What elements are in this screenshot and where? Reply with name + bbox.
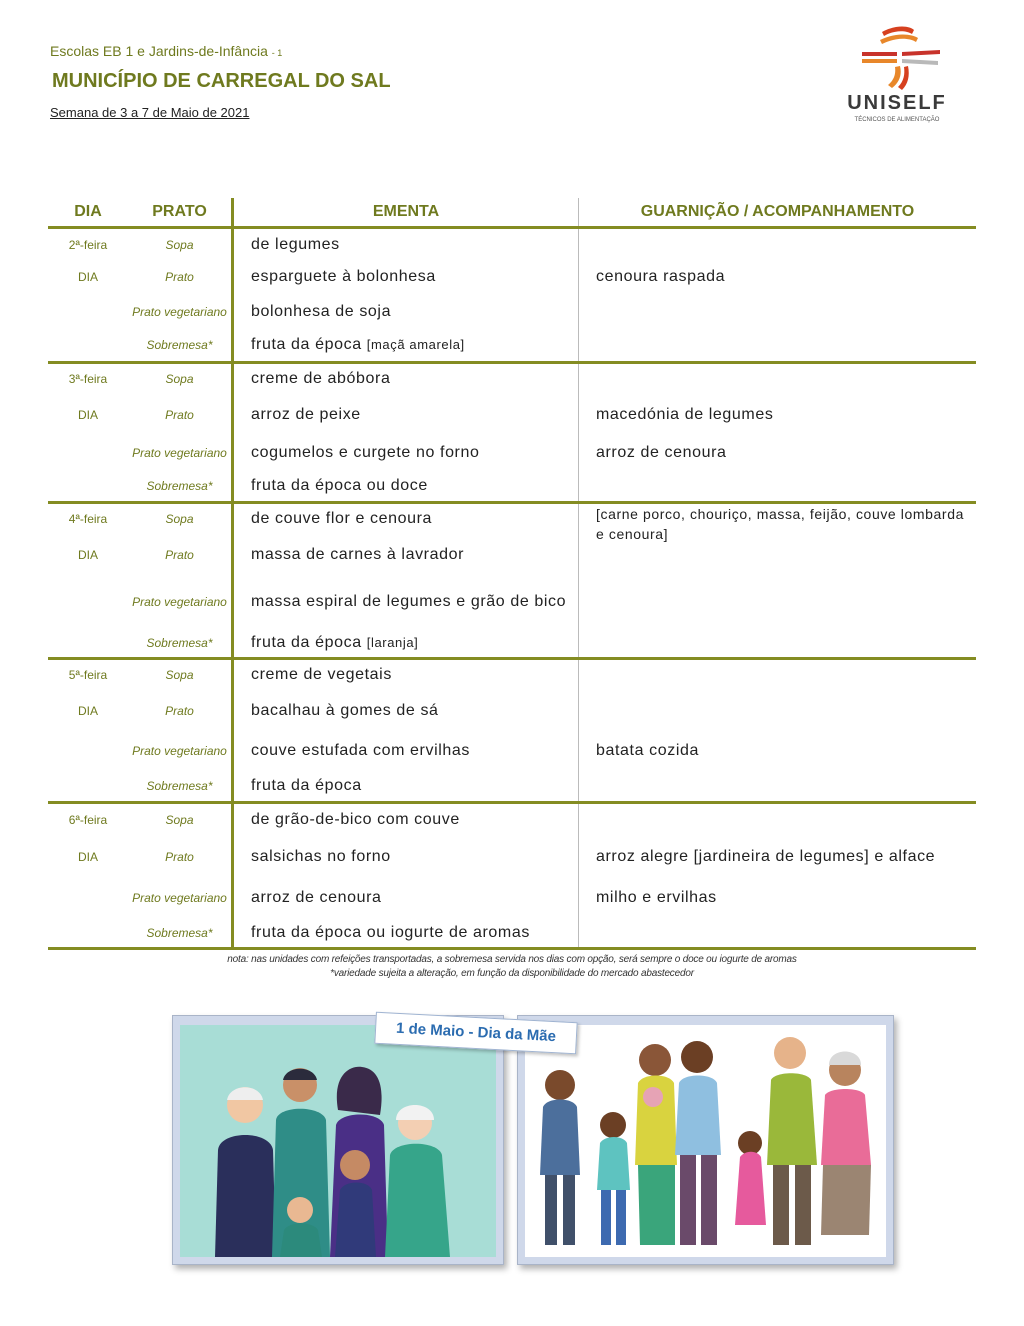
dish-text: de couve flor e cenoura <box>251 510 433 528</box>
course-label: Sobremesa* <box>128 472 233 503</box>
dish-text: fruta da época ou doce <box>233 472 579 503</box>
side-text: [carne porco, chouriço, massa, feijão, couve lombarda e cenoura] <box>596 506 964 542</box>
course-label: Sopa <box>128 659 233 691</box>
meal-label: DIA <box>77 270 98 284</box>
side-text: macedónia de legumes <box>579 395 977 435</box>
meal-label: DIA <box>77 407 98 422</box>
dish-text: bacalhau à gomes de sá <box>251 701 439 719</box>
table-row <box>48 771 976 803</box>
column-header-guarnicao: GUARNIÇÃO / ACOMPANHAMENTO <box>579 198 977 228</box>
course-label: Prato <box>128 691 233 731</box>
course-label: Prato vegetariano <box>128 731 233 771</box>
municipality-title: MUNICÍPIO DE CARREGAL DO SAL <box>52 70 391 92</box>
day-name: 3ª-feira <box>68 372 108 387</box>
side-text <box>579 691 977 731</box>
side-text: arroz alegre [jardineira de legumes] e alface <box>579 837 977 877</box>
course-label: Sopa <box>128 503 233 535</box>
side-text: batata cozida <box>579 731 977 771</box>
family-right-icon <box>525 1025 886 1257</box>
course-label: Sobremesa* <box>128 330 233 363</box>
schools-suffix: - 1 <box>271 48 283 58</box>
table-row <box>48 330 976 363</box>
course-label: Prato vegetariano <box>128 576 233 629</box>
meal-label: DIA <box>77 849 98 864</box>
table-row <box>48 363 976 395</box>
table-row <box>48 691 976 731</box>
course-label: Prato <box>128 395 233 435</box>
course-label: Prato <box>128 535 233 576</box>
dish-text: fruta da época <box>251 336 362 354</box>
course-label: Prato <box>128 837 233 877</box>
side-text <box>579 576 977 629</box>
logo-name: UNISELF <box>847 92 947 114</box>
day-name: 4ª-feira <box>68 512 108 527</box>
note-line-2: *variedade sujeita a alteração, em função da disponibilidade do mercado abastecedor <box>330 968 694 979</box>
table-row <box>48 877 976 919</box>
course-label: Sopa <box>128 228 233 261</box>
table-row <box>48 503 976 535</box>
table-row <box>48 919 976 949</box>
course-label: Sobremesa* <box>128 629 233 659</box>
table-row <box>48 629 976 659</box>
table-row <box>48 294 976 330</box>
table-row <box>48 472 976 503</box>
course-label: Prato vegetariano <box>128 435 233 472</box>
table-row <box>48 659 976 691</box>
side-text: arroz de cenoura <box>579 435 977 472</box>
table-row <box>48 435 976 472</box>
banner-label: 1 de Maio - Dia da Mãe <box>374 1012 577 1055</box>
dish-text: creme de vegetais <box>251 666 392 684</box>
dish-text: fruta da época ou iogurte de aromas <box>233 919 579 949</box>
dish-text: arroz de cenoura <box>251 888 382 906</box>
dish-note: [maçã amarela] <box>366 337 465 353</box>
menu-table <box>48 198 976 950</box>
course-label: Prato vegetariano <box>128 877 233 919</box>
mothers-day-banner <box>172 1015 894 1265</box>
dish-text: cogumelos e curgete no forno <box>251 444 480 461</box>
dish-text: arroz de peixe <box>251 405 361 423</box>
meal-label: DIA <box>77 548 98 562</box>
column-header-ementa: EMENTA <box>233 198 579 228</box>
schools-heading <box>50 43 282 59</box>
side-text: milho e ervilhas <box>579 877 977 919</box>
family-left-icon <box>180 1025 496 1257</box>
course-label: Sopa <box>128 803 233 837</box>
note-line-1: nota: nas unidades com refeições transportadas, a sobremesa servida nos dias com opção, será sempre o doce ou iogurte de aromas <box>227 954 797 965</box>
side-text: cenoura raspada <box>579 261 977 294</box>
course-label: Prato vegetariano <box>128 294 233 330</box>
table-row <box>48 395 976 435</box>
dish-note: [laranja] <box>366 634 419 650</box>
course-label: Sobremesa* <box>128 771 233 803</box>
table-row <box>48 837 976 877</box>
week-label: Semana de 3 a 7 de Maio de 2021 <box>50 105 250 120</box>
dish-text: esparguete à bolonhesa <box>251 268 436 285</box>
footnotes <box>0 953 1024 981</box>
schools-text: Escolas EB 1 e Jardins-de-Infância <box>50 43 268 59</box>
dish-text: creme de abóbora <box>251 370 391 388</box>
course-label: Prato <box>128 261 233 294</box>
day-name: 2ª-feira <box>68 237 108 252</box>
table-header-row <box>48 198 976 228</box>
table-row <box>48 228 976 261</box>
uniself-emblem-icon <box>822 22 972 92</box>
family-illustration-left <box>172 1015 504 1265</box>
dish-text: fruta da época <box>233 771 579 803</box>
day-name: 6ª-feira <box>68 813 108 828</box>
table-row <box>48 731 976 771</box>
table-row <box>48 261 976 294</box>
dish-text: massa espiral de legumes e grão de bico <box>251 593 567 610</box>
dish-text: fruta da época <box>251 633 362 651</box>
table-row <box>48 576 976 629</box>
side-text <box>579 294 977 330</box>
table-row <box>48 803 976 837</box>
uniself-logo <box>822 22 972 126</box>
column-header-prato: PRATO <box>128 198 233 228</box>
dish-text: massa de carnes à lavrador <box>251 546 465 563</box>
dish-text: de grão-de-bico com couve <box>251 811 460 829</box>
dish-text: couve estufada com ervilhas <box>251 741 470 759</box>
dish-text: de legumes <box>251 235 340 253</box>
day-name: 5ª-feira <box>68 668 108 683</box>
dish-text: bolonhesa de soja <box>251 302 392 320</box>
course-label: Sopa <box>128 363 233 395</box>
course-label: Sobremesa* <box>128 919 233 949</box>
column-header-dia: DIA <box>48 198 128 228</box>
meal-label: DIA <box>77 703 98 718</box>
logo-subtitle: TÉCNICOS DE ALIMENTAÇÃO <box>854 117 940 123</box>
dish-text: salsichas no forno <box>251 847 391 865</box>
